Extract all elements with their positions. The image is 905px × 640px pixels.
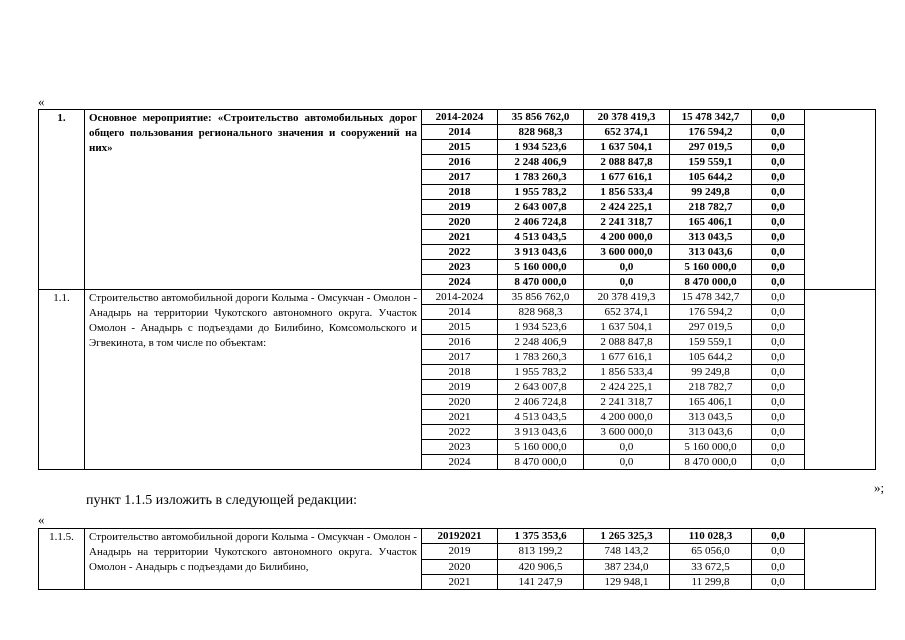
empty-cell: [805, 110, 876, 290]
amount-cell: 8 470 000,0: [670, 455, 752, 470]
period-cell: 2017: [422, 350, 498, 365]
amount-cell: 4 200 000,0: [584, 410, 670, 425]
amount-cell: 0,0: [752, 230, 805, 245]
amount-cell: 4 200 000,0: [584, 230, 670, 245]
period-cell: 2017: [422, 170, 498, 185]
amount-cell: 176 594,2: [670, 305, 752, 320]
period-cell: 2022: [422, 425, 498, 440]
instruction-text: пункт 1.1.5 изложить в следующей редакции:: [86, 493, 357, 508]
amount-cell: 2 241 318,7: [584, 395, 670, 410]
amount-cell: 0,0: [752, 395, 805, 410]
amount-cell: 176 594,2: [670, 125, 752, 140]
period-cell: 2015: [422, 320, 498, 335]
amount-cell: 1 856 533,4: [584, 365, 670, 380]
amount-cell: 2 643 007,8: [498, 200, 584, 215]
amount-cell: 2 424 225,1: [584, 380, 670, 395]
amount-cell: 0,0: [752, 140, 805, 155]
amount-cell: 0,0: [752, 320, 805, 335]
amount-cell: 99 249,8: [670, 185, 752, 200]
amount-cell: 1 783 260,3: [498, 350, 584, 365]
amount-cell: 0,0: [752, 305, 805, 320]
amount-cell: 11 299,8: [670, 574, 752, 589]
period-cell: 2021: [422, 230, 498, 245]
period-cell: 2019: [422, 380, 498, 395]
period-cell: 2022: [422, 245, 498, 260]
amount-cell: 652 374,1: [584, 125, 670, 140]
amount-cell: 813 199,2: [498, 544, 584, 559]
amount-cell: 1 955 783,2: [498, 365, 584, 380]
amount-cell: 4 513 043,5: [498, 230, 584, 245]
amount-cell: 0,0: [752, 185, 805, 200]
amount-cell: 8 470 000,0: [670, 275, 752, 290]
amount-cell: 0,0: [752, 335, 805, 350]
amount-cell: 8 470 000,0: [498, 455, 584, 470]
amount-cell: 0,0: [752, 410, 805, 425]
amount-cell: 2 241 318,7: [584, 215, 670, 230]
empty-cell: [805, 529, 876, 590]
amount-cell: 33 672,5: [670, 559, 752, 574]
table-row: [39, 110, 876, 125]
amount-cell: 1 637 504,1: [584, 320, 670, 335]
amount-cell: 105 644,2: [670, 350, 752, 365]
opening-quote-2: «: [38, 512, 45, 527]
period-cell: 2015: [422, 140, 498, 155]
amount-cell: 1 934 523,6: [498, 140, 584, 155]
period-cell: 20192021: [422, 529, 498, 544]
amount-cell: 297 019,5: [670, 320, 752, 335]
period-cell: 2021: [422, 574, 498, 589]
amount-cell: 0,0: [752, 200, 805, 215]
period-cell: 2024: [422, 275, 498, 290]
amount-cell: 3 600 000,0: [584, 425, 670, 440]
amount-cell: 99 249,8: [670, 365, 752, 380]
amount-cell: 35 856 762,0: [498, 110, 584, 125]
amount-cell: 15 478 342,7: [670, 110, 752, 125]
amount-cell: 0,0: [752, 125, 805, 140]
amount-cell: 20 378 419,3: [584, 290, 670, 305]
amount-cell: 313 043,5: [670, 410, 752, 425]
amount-cell: 0,0: [752, 559, 805, 574]
amount-cell: 218 782,7: [670, 380, 752, 395]
amount-cell: 0,0: [752, 380, 805, 395]
amount-cell: 0,0: [752, 350, 805, 365]
period-cell: 2020: [422, 215, 498, 230]
period-cell: 2014-2024: [422, 110, 498, 125]
amount-cell: 1 637 504,1: [584, 140, 670, 155]
amount-cell: 0,0: [752, 425, 805, 440]
period-cell: 2014-2024: [422, 290, 498, 305]
amount-cell: 129 948,1: [584, 574, 670, 589]
amount-cell: 2 406 724,8: [498, 395, 584, 410]
amount-cell: 313 043,6: [670, 245, 752, 260]
amount-cell: 35 856 762,0: [498, 290, 584, 305]
period-cell: 2014: [422, 305, 498, 320]
period-cell: 2016: [422, 335, 498, 350]
amount-cell: 313 043,6: [670, 425, 752, 440]
amount-cell: 2 406 724,8: [498, 215, 584, 230]
amount-cell: 159 559,1: [670, 155, 752, 170]
amount-cell: 1 677 616,1: [584, 350, 670, 365]
row-index: 1.1.: [39, 290, 85, 470]
amount-cell: 65 056,0: [670, 544, 752, 559]
amount-cell: 105 644,2: [670, 170, 752, 185]
row-index: 1.: [39, 110, 85, 290]
amount-cell: 1 375 353,6: [498, 529, 584, 544]
amount-cell: 0,0: [752, 155, 805, 170]
amount-cell: 0,0: [752, 245, 805, 260]
amount-cell: 3 600 000,0: [584, 245, 670, 260]
amount-cell: 1 856 533,4: [584, 185, 670, 200]
amount-cell: 2 424 225,1: [584, 200, 670, 215]
amount-cell: 0,0: [752, 544, 805, 559]
activity-description: Строительство автомобильной дороги Колыма - Омсукчан - Омолон - Анадырь на территории Чукотского автономного округа. Участок Омолон - Анадырь с подъездами до Билибино, Комсомольского и Эгвекинота, в том числе по объектам:: [85, 290, 422, 470]
amount-cell: 0,0: [752, 260, 805, 275]
amount-cell: 1 677 616,1: [584, 170, 670, 185]
period-cell: 2024: [422, 455, 498, 470]
amount-cell: 0,0: [584, 440, 670, 455]
amount-cell: 5 160 000,0: [498, 440, 584, 455]
amount-cell: 0,0: [752, 365, 805, 380]
activity-description: Основное мероприятие: «Строительство автомобильных дорог общего пользования регионального значения и сооружений на них»: [85, 110, 422, 290]
opening-quote-1: «: [38, 94, 45, 109]
amount-cell: 0,0: [752, 455, 805, 470]
amount-cell: 2 088 847,8: [584, 335, 670, 350]
amount-cell: 0,0: [752, 440, 805, 455]
amount-cell: 1 265 325,3: [584, 529, 670, 544]
amount-cell: 0,0: [752, 275, 805, 290]
closing-quote: »;: [874, 480, 885, 495]
amount-cell: 2 248 406,9: [498, 335, 584, 350]
amount-cell: 0,0: [752, 110, 805, 125]
amount-cell: 165 406,1: [670, 215, 752, 230]
period-cell: 2018: [422, 185, 498, 200]
amount-cell: 0,0: [584, 260, 670, 275]
amount-cell: 159 559,1: [670, 335, 752, 350]
amount-cell: 0,0: [752, 170, 805, 185]
amount-cell: 1 955 783,2: [498, 185, 584, 200]
amount-cell: 5 160 000,0: [498, 260, 584, 275]
amount-cell: 3 913 043,6: [498, 245, 584, 260]
amount-cell: 5 160 000,0: [670, 440, 752, 455]
amount-cell: 2 248 406,9: [498, 155, 584, 170]
amount-cell: 828 968,3: [498, 125, 584, 140]
period-cell: 2020: [422, 559, 498, 574]
amount-cell: 0,0: [584, 455, 670, 470]
amount-cell: 15 478 342,7: [670, 290, 752, 305]
amount-cell: 0,0: [752, 529, 805, 544]
row-index: 1.1.5.: [39, 529, 85, 590]
amount-cell: 0,0: [752, 215, 805, 230]
period-cell: 2019: [422, 200, 498, 215]
amount-cell: 828 968,3: [498, 305, 584, 320]
amount-cell: 420 906,5: [498, 559, 584, 574]
table-row: [39, 290, 876, 305]
amount-cell: 0,0: [584, 275, 670, 290]
amount-cell: 2 643 007,8: [498, 380, 584, 395]
period-cell: 2021: [422, 410, 498, 425]
amount-cell: 1 783 260,3: [498, 170, 584, 185]
amount-cell: 3 913 043,6: [498, 425, 584, 440]
amount-cell: 2 088 847,8: [584, 155, 670, 170]
period-cell: 2023: [422, 440, 498, 455]
period-cell: 2014: [422, 125, 498, 140]
amount-cell: 141 247,9: [498, 574, 584, 589]
amount-cell: 652 374,1: [584, 305, 670, 320]
amount-cell: 4 513 043,5: [498, 410, 584, 425]
period-cell: 2019: [422, 544, 498, 559]
amount-cell: 8 470 000,0: [498, 275, 584, 290]
amount-cell: 313 043,5: [670, 230, 752, 245]
funding-table-main: [38, 109, 876, 470]
amount-cell: 387 234,0: [584, 559, 670, 574]
period-cell: 2016: [422, 155, 498, 170]
amount-cell: 748 143,2: [584, 544, 670, 559]
amount-cell: 20 378 419,3: [584, 110, 670, 125]
amount-cell: 0,0: [752, 574, 805, 589]
amount-cell: 165 406,1: [670, 395, 752, 410]
period-cell: 2020: [422, 395, 498, 410]
empty-cell: [805, 290, 876, 470]
period-cell: 2023: [422, 260, 498, 275]
amount-cell: 1 934 523,6: [498, 320, 584, 335]
funding-table-item-1-1-5: [38, 528, 876, 590]
amount-cell: 297 019,5: [670, 140, 752, 155]
amount-cell: 0,0: [752, 290, 805, 305]
activity-description: Строительство автомобильной дороги Колыма - Омсукчан - Омолон - Анадырь на территории Чукотского автономного округа. Участок Омолон - Анадырь с подъездами до Билибино,: [85, 529, 422, 590]
period-cell: 2018: [422, 365, 498, 380]
table-row: [39, 529, 876, 544]
amount-cell: 110 028,3: [670, 529, 752, 544]
amount-cell: 5 160 000,0: [670, 260, 752, 275]
amount-cell: 218 782,7: [670, 200, 752, 215]
